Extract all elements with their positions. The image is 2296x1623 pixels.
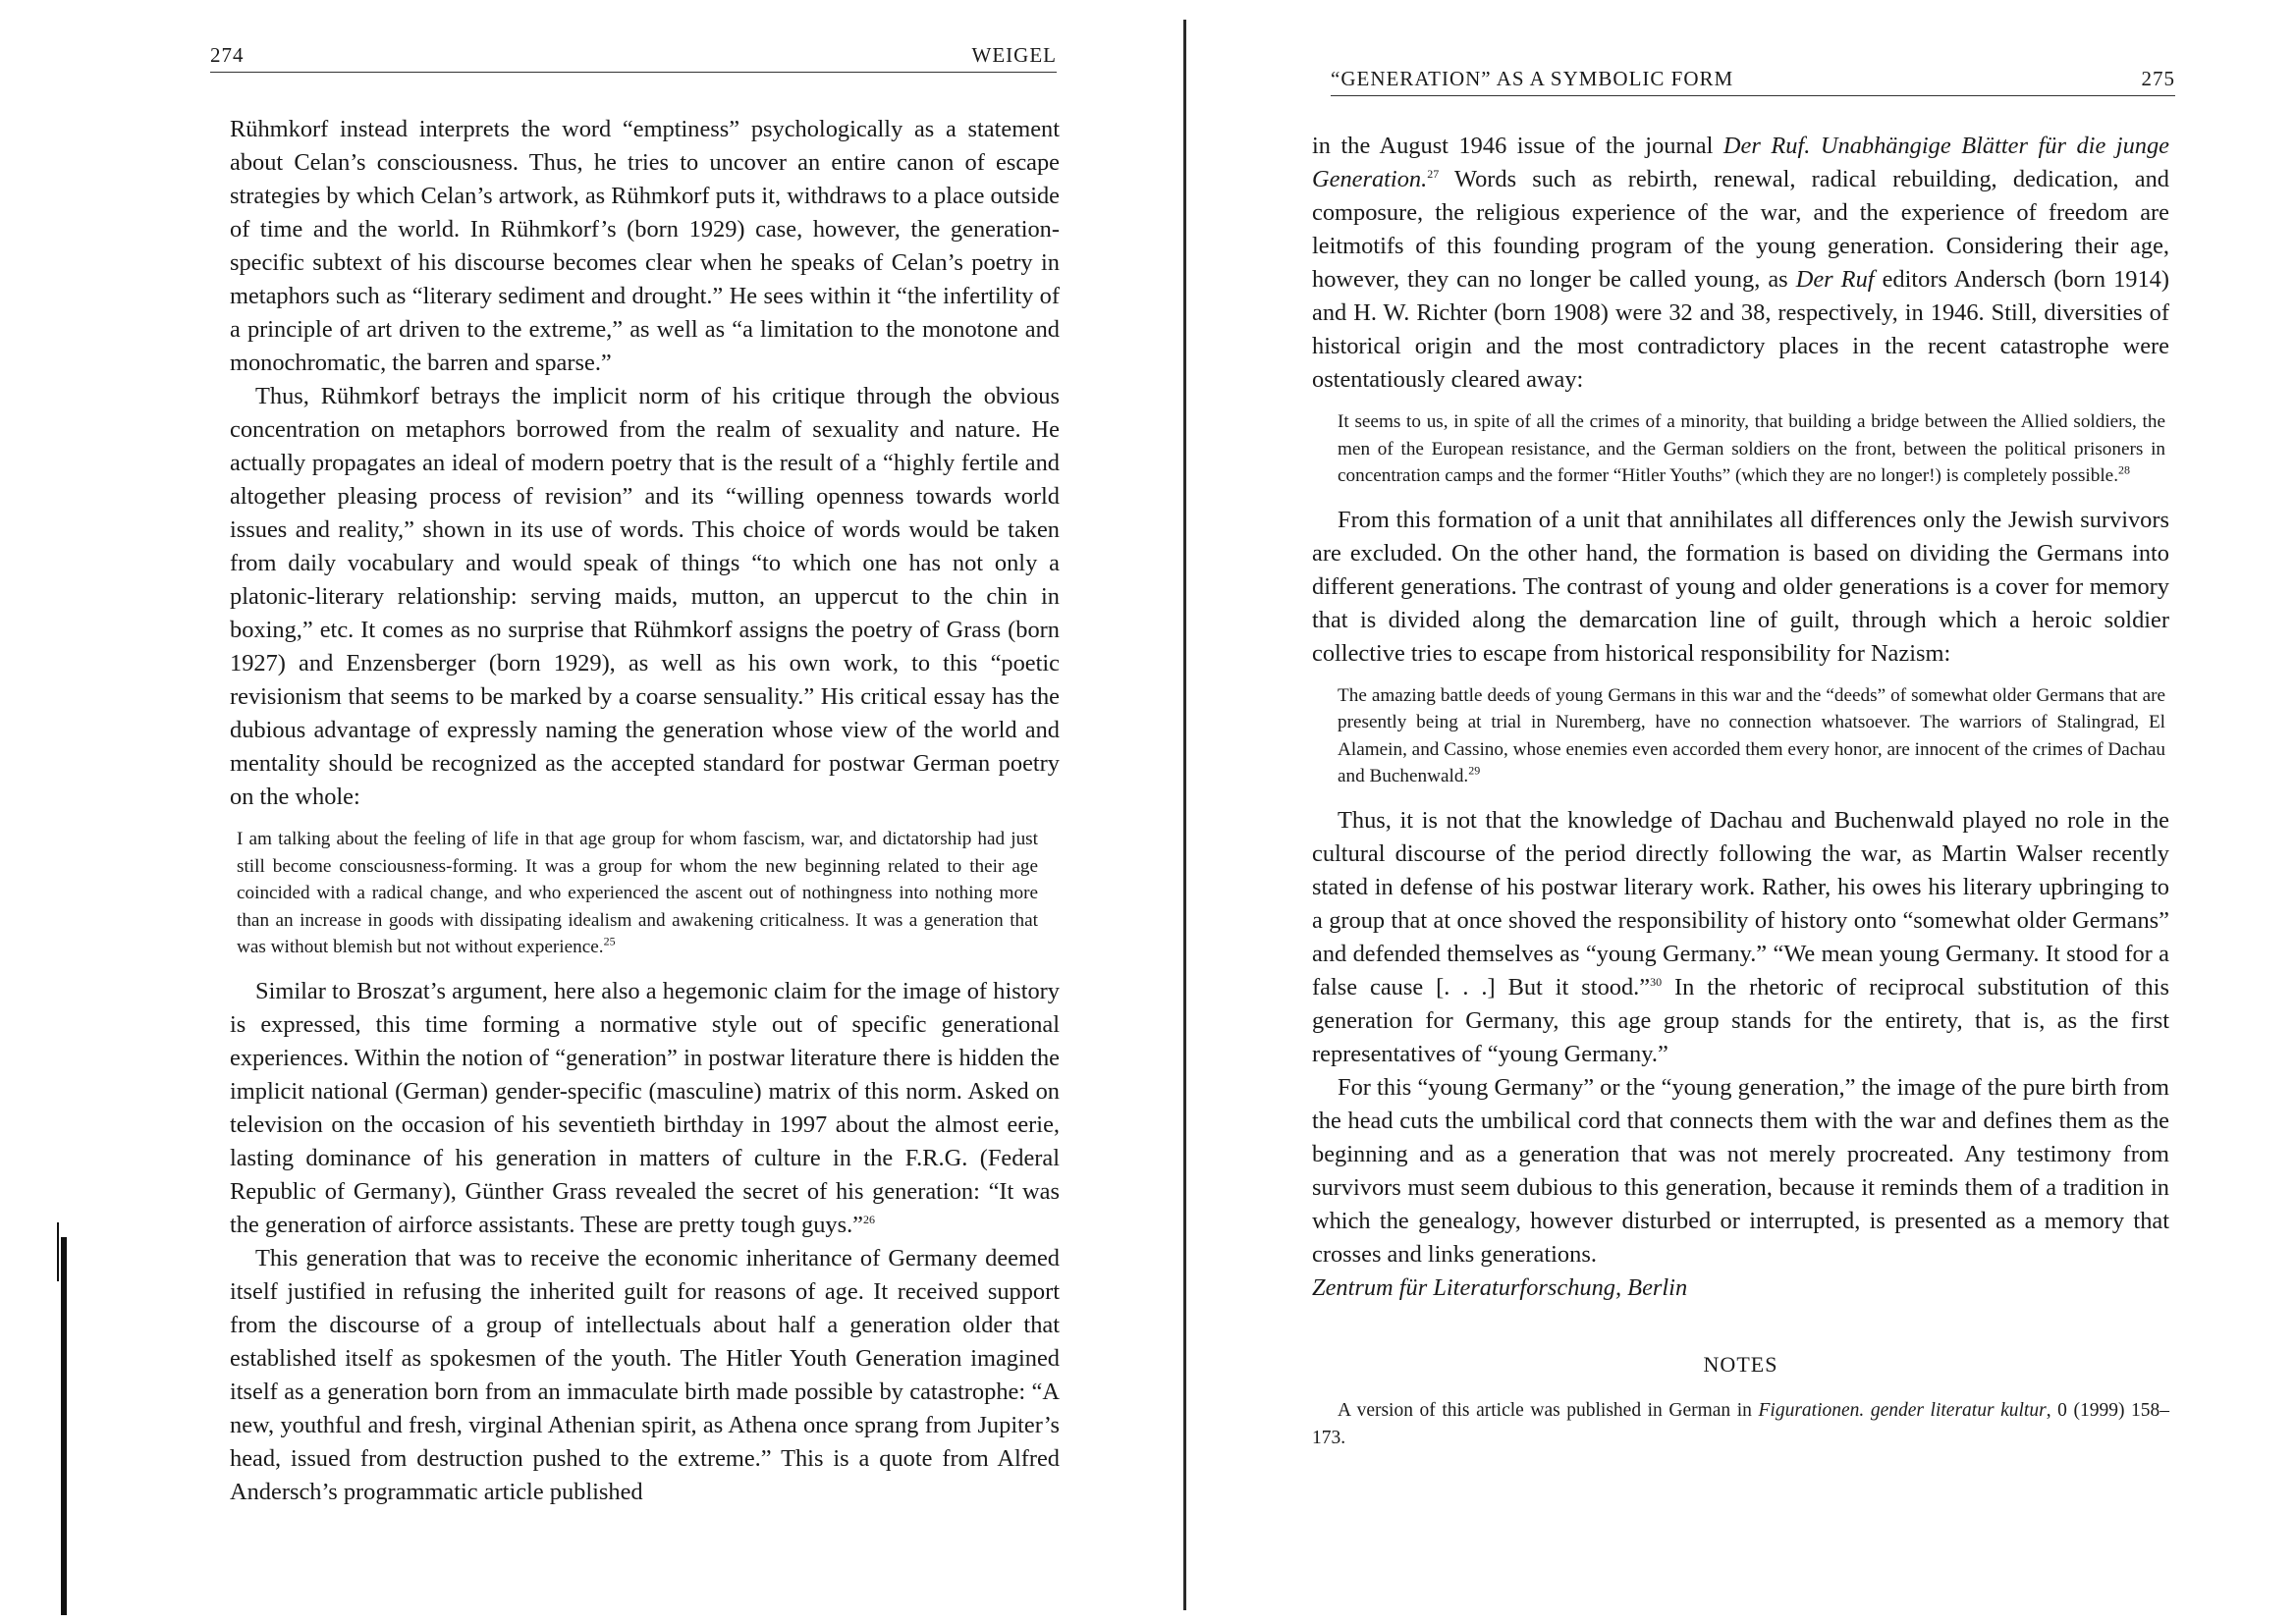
text-run: , 0 (1999) 158–173. — [1312, 1399, 2170, 1448]
paragraph: This generation that was to receive the economic inheritance of Germany deemed itself justified in refusing the inherited guilt for reasons of age. It received support from the discourse of a group of intellectuals about half a generation older that established itself as spokesmen of the youth. The Hitler Youth Generation imagined itself as a generation born from an immaculate birth made possible by catastrophe: “A new, youthful and fresh, virginal Athenian spirit, as Athena once sprang from Jupiter’s head, issued from destruction pushed to the extreme.” This is a quote from Alfred Andersch’s programmatic article published — [230, 1244, 1060, 1505]
paragraph: Rühmkorf instead interprets the word “emptiness” psychologically as a statement about Celan’s consciousness. Thus, he tries to uncover an entire canon of escape strategies by which Celan’s artwork, as Rühmkorf puts it, withdraws to a place outside of time and the world. In Rühmkorf’s (born 1929) case, however, the generation-specific subtext of his discourse becomes clear when he speaks of Celan’s poetry in metaphors such as “literary sediment and drought.” He sees within it “the infertility of a principle of art driven to the extreme,” as well as “a limitation to the monotone and monochromatic, the barren and sparse.” — [230, 116, 1060, 376]
footnote-ref: 28 — [2118, 462, 2130, 477]
text-run: editors Andersch (born 1914) and H. W. Richter (born 1908) were 32 and 38, respectively, in 1946. Still, diversities of historical origin and the most contradictory places in the recent catastrophe were ostentatiously cleared away: — [1312, 266, 2169, 393]
running-head: “GENERATION” AS A SYMBOLIC FORM — [1331, 67, 1734, 90]
block-quote — [237, 826, 1038, 961]
paragraph — [1312, 130, 2169, 397]
text-run: A version of this article was published in German in — [1338, 1399, 1759, 1421]
left-body-text — [230, 113, 1060, 1509]
left-running-header — [210, 43, 1057, 73]
footnote-ref: 30 — [1650, 974, 1663, 989]
paragraph — [1312, 804, 2169, 1071]
text-run: Thus, it is not that the knowledge of Dachau and Buchenwald played no role in the cultural discourse of the period directly following the war, as Martin Walser recently stated in defense of his postwar literary work. Rather, his owes his literary upbringing to a group that at once shoved the responsibility of history onto “somewhat older Germans” and defended themselves as “young Germany.” “We mean young Germany. It stood for a false cause [. . .] But it stood.” — [1312, 806, 2169, 1001]
block-quote — [1338, 408, 2165, 490]
journal-title: Der Ruf. Unabhängige Blätter für die junge Generation. — [1312, 133, 2169, 192]
paragraph-text: Similar to Broszat’s argument, here also a hegemonic claim for the image of history is expressed, this time forming a normative style out of specific generational experiences. Within the notion of “generation” in postwar literature there is hidden the implicit national (German) gender-specific (masculine) matrix of this norm. Asked on television on the occasion of his seventieth birthday in 1997 about the almost eerie, lasting dominance of his generation in matters of culture in the F.R.G. (Federal Republic of Germany), Günther Grass revealed the secret of his generation: “It was the generation of airforce assistants. These are pretty tough guys.” — [230, 977, 1060, 1238]
block-quote — [1338, 682, 2165, 790]
quote-text: The amazing battle deeds of young Germans in this war and the “deeds” of somewhat older Germans that are presently being at trial in Nuremberg, have no connection whatsoever. The warriors of Stalingrad, El Alamein, and Cassino, whose enemies even accorded them every honor, are innocent of the crimes of Dachau and Buchenwald. — [1338, 684, 2165, 786]
footnote-ref: 26 — [863, 1212, 876, 1226]
quote-text: It seems to us, in spite of all the crimes of a minority, that building a bridge between the Allied soldiers, the men of the European resistance, and the German soldiers on the front, between the political prisoners in concentration camps and the former “Hitler Youths” (which they are no longer!) is completely possible. — [1338, 411, 2165, 486]
page-number: 275 — [2141, 67, 2175, 90]
paragraph — [230, 975, 1060, 1242]
note-entry — [1312, 1397, 2169, 1452]
notes-heading: NOTES — [1703, 1351, 1778, 1377]
right-running-header — [1331, 67, 2175, 96]
right-page — [1183, 0, 2296, 1623]
page-number: 274 — [210, 43, 245, 67]
paragraph: Thus, Rühmkorf betrays the implicit norm of his critique through the obvious concentration on metaphors borrowed from the realm of sexuality and nature. He actually propagates an ideal of modern poetry that is the result of a “highly fertile and altogether pleasing process of revision” and its “willing openness towards world issues and reality,” shown in its use of words. This choice of words would be taken from daily vocabulary and would speak of things “to which one has not only a platonic-literary relationship: serving maids, mutton, an uppercut to the chin in boxing,” etc. It comes as no surprise that Rühmkorf assigns the poetry of Grass (born 1927) and Enzensberger (born 1929), as well as his own work, to this “poetic revisionism that seems to be marked by a coarse sensuality.” His critical essay has the dubious advantage of expressly naming the generation whose view of the world and mentality should be recognized as the accepted standard for postwar German poetry on the whole: — [230, 383, 1060, 810]
text-run: in the August 1946 issue of the journal — [1312, 133, 1723, 159]
journal-title-short: Der Ruf — [1795, 266, 1875, 293]
footnote-ref: 25 — [603, 934, 616, 948]
quote-text: I am talking about the feeling of life in that age group for whom fascism, war, and dictatorship had just still become consciousness-forming. It was a group for whom the new beginning related to their age coincided with a radical change, and who experienced the ascent out of nothingness into nothing more than an increase in goods with dissipating idealism and awakening criticalness. It was a generation that was without blemish but not without experience. — [237, 829, 1038, 957]
paragraph: For this “young Germany” or the “young generation,” the image of the pure birth from the head cuts the umbilical cord that connects them with the war and defines them as the beginning and as a generation that was not merely procreated. Any testimony from survivors must seem dubious to this generation, because it reminds them of a tradition in which the genealogy, however disturbed or interrupted, is presented as a memory that crosses and links generations. — [1312, 1073, 2169, 1268]
author-affiliation: Zentrum für Literaturforschung, Berlin — [1312, 1273, 1688, 1301]
paragraph: From this formation of a unit that annihilates all differences only the Jewish survivors are excluded. On the other hand, the formation is based on dividing the Germans into different generations. The contrast of young and older generations is a cover for memory that is divided along the demarcation line of guilt, through which a heroic soldier collective tries to escape from historical responsibility for Nazism: — [1312, 506, 2169, 667]
footnote-ref: 27 — [1427, 166, 1440, 181]
footnote-ref: 29 — [1468, 763, 1481, 778]
text-run: In the rhetoric of reciprocal substitution of this generation for Germany, this age group stands for the entirety, that is, as the first representatives of “young Germany.” — [1312, 973, 2169, 1067]
right-body-text — [1312, 130, 2169, 1452]
text-run: Words such as rebirth, renewal, radical rebuilding, dedication, and composure, the religious experience of the war, and the experience of freedom are leitmotifs of this founding program of the young generation. Considering their age, however, they can no longer be called young, as — [1312, 166, 2169, 293]
running-head: WEIGEL — [971, 43, 1057, 67]
journal-title: Figurationen. gender literatur kultur — [1758, 1399, 2047, 1421]
